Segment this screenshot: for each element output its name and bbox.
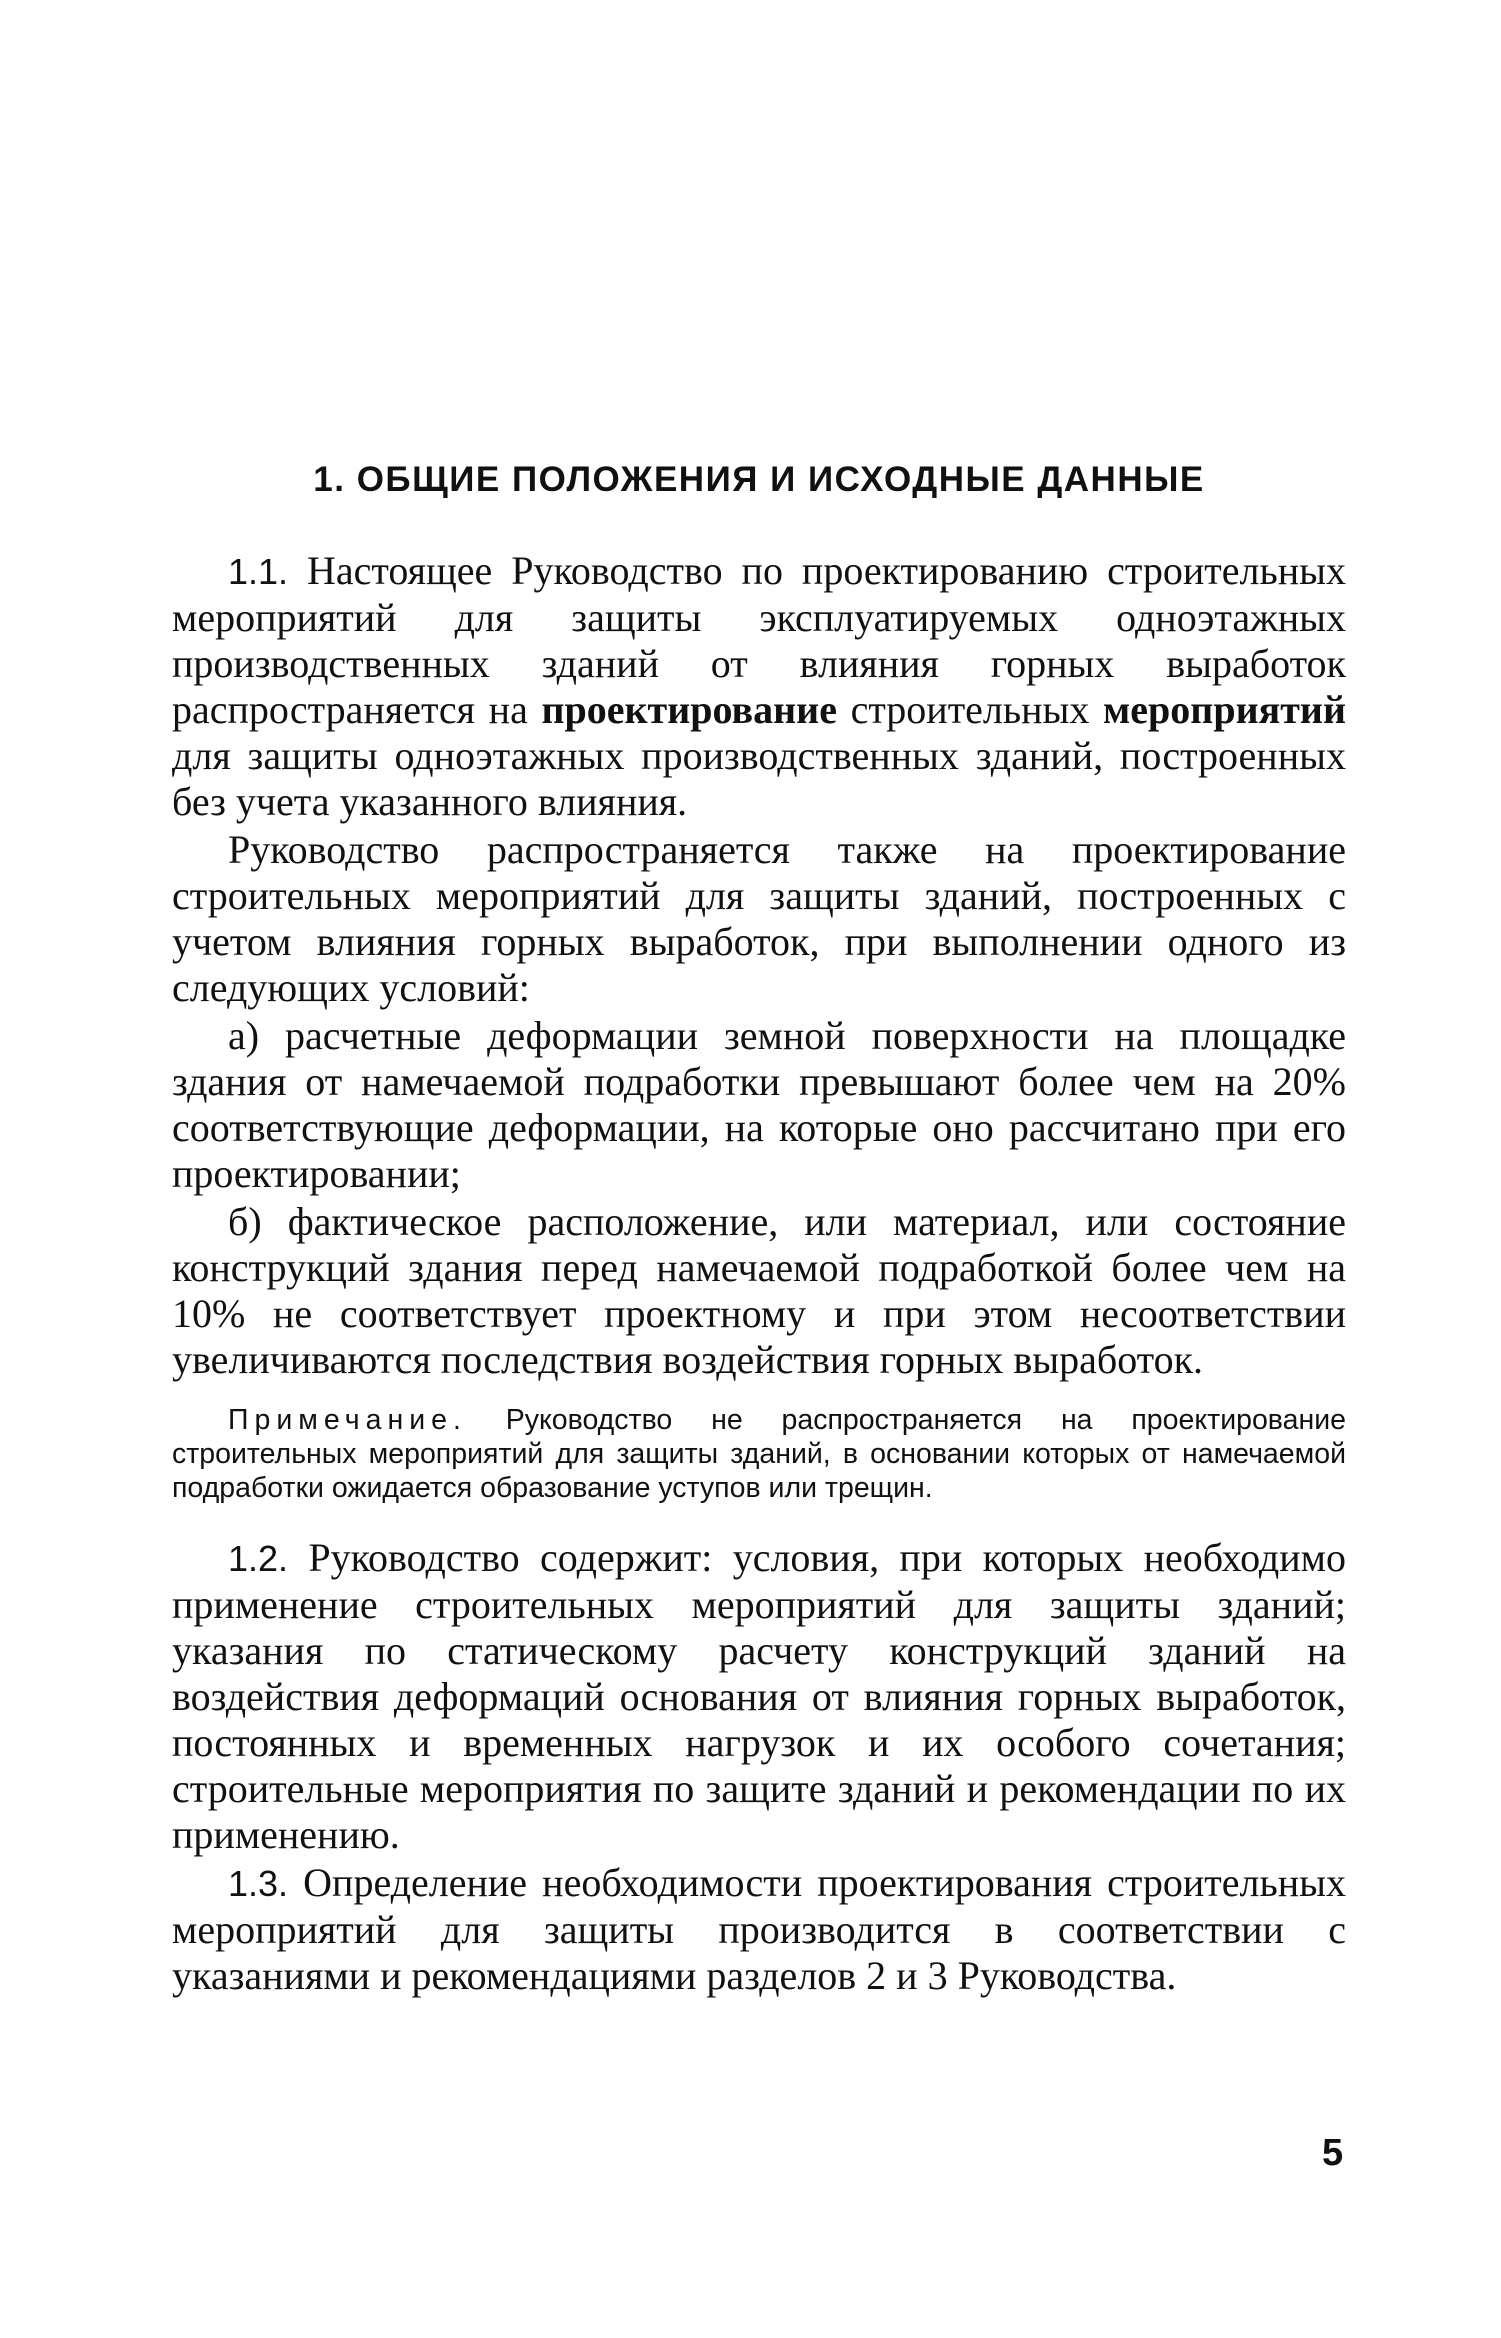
note-paragraph xyxy=(172,1403,1346,1505)
condition-a: а) расчетные деформации земной поверхности на площадке здания от намечаемой подработки превышают более чем на 20% соответствующие деформации, на которые оно рассчитано при его проектировании; xyxy=(172,1013,1346,1196)
paragraph-text: строительных xyxy=(836,687,1104,732)
paragraph-1-2 xyxy=(172,1535,1346,1858)
page-number: 5 xyxy=(1322,2132,1344,2174)
page-content xyxy=(172,460,1346,2001)
paragraph-text: Настоящее Руководство по проектированию строительных мероприятий для защиты эксплуатируемых одноэтажных производственных зданий от влияния горных выработок распространяется на xyxy=(172,548,1346,732)
bold-term: мероприятий xyxy=(1103,687,1346,732)
clause-number: 1.2. xyxy=(228,1538,289,1579)
paragraph-1-1-scope: Руководство распространяется также на проектирование строительных мероприятий для защиты зданий, построенных с учетом влияния горных выработок, при выполнении одного из следующих условий: xyxy=(172,827,1346,1010)
paragraph-text: Руководство содержит: условия, при которых необходимо применение строительных мероприятий для защиты зданий; указания по статическому расчету конструкций зданий на воздействия деформаций основания от влияния горных выработок, постоянных и временных нагрузок и их особого сочетания; строительные мероприятия по защите зданий и рекомендации по их применению. xyxy=(172,1535,1346,1857)
section-heading: 1. ОБЩИЕ ПОЛОЖЕНИЯ И ИСХОДНЫЕ ДАННЫЕ xyxy=(313,460,1205,499)
bold-term: проектирование xyxy=(541,687,837,732)
paragraph-text: Определение необходимости проектирования строительных мероприятий для защиты производится в соответствии с указаниями и рекомендациями разделов 2 и 3 Руководства. xyxy=(172,1860,1346,1998)
note-label: Примечание. xyxy=(228,1404,467,1436)
clause-number: 1.3. xyxy=(228,1863,289,1904)
paragraph-text: для защиты одноэтажных производственных зданий, построенных без учета указанного влияния. xyxy=(172,733,1346,824)
note-text: Руководство не распространяется на проектирование строительных мероприятий для защиты зданий, в основании которых от намечаемой подработки ожидается образование уступов или трещин. xyxy=(172,1404,1346,1504)
condition-b: б) фактическое расположение, или материал, или состояние конструкций здания перед намечаемой подработкой более чем на 10% не соответствует проектному и при этом несоответствии увеличиваются последствия воздействия горных выработок. xyxy=(172,1199,1346,1382)
paragraph-1-3 xyxy=(172,1860,1346,1999)
clause-number: 1.1. xyxy=(228,551,289,592)
paragraph-1-1 xyxy=(172,548,1346,825)
